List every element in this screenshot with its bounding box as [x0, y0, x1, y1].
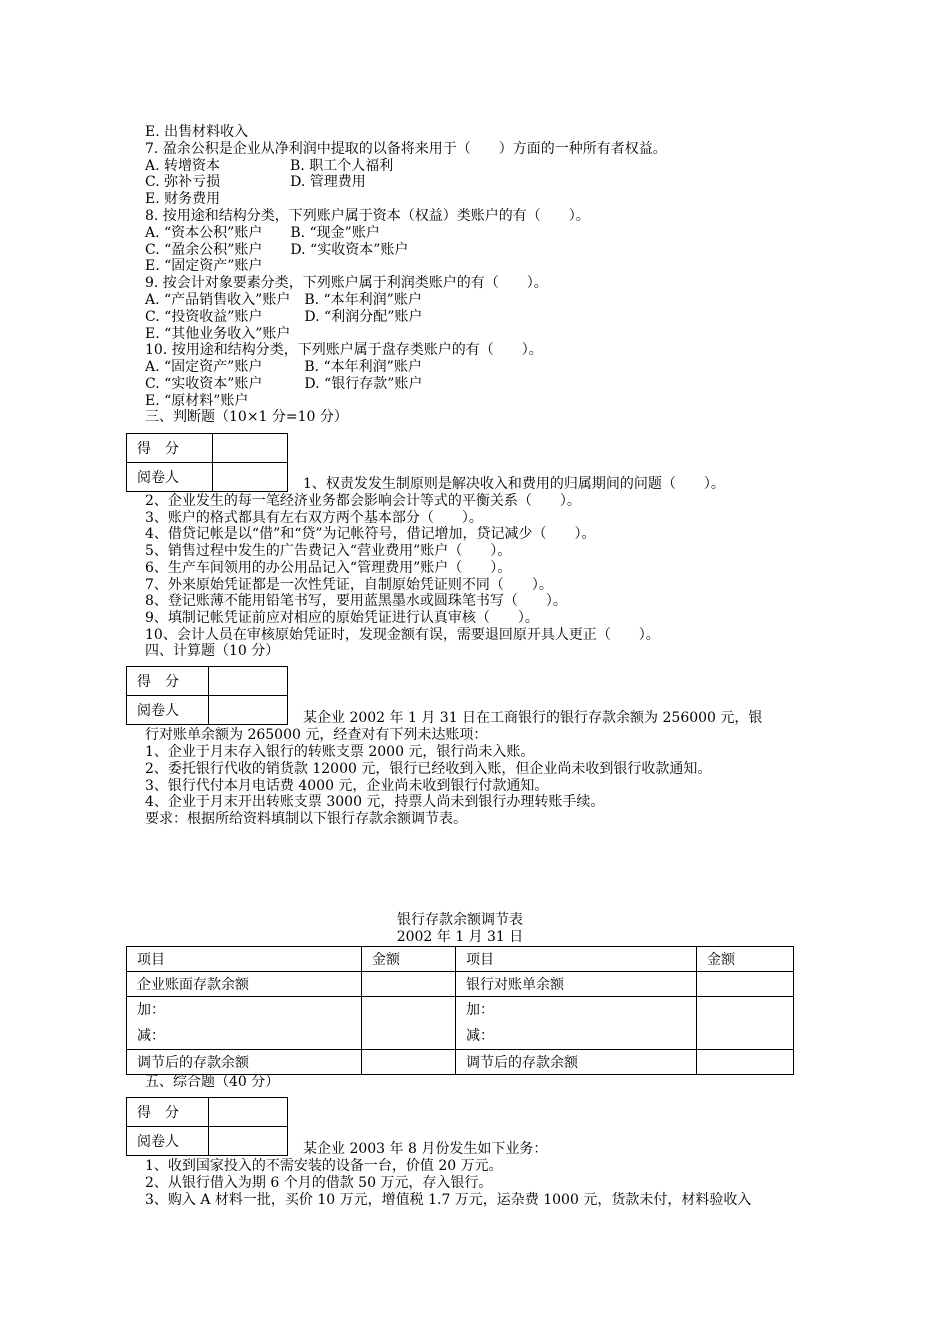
question-line: 10. 按用途和结构分类，下列账户属于盘存类账户的有（ ）。	[145, 342, 543, 359]
table-row	[127, 1050, 794, 1075]
right-adjust-cell	[456, 997, 697, 1050]
left-adjust-amount[interactable]	[362, 997, 456, 1050]
calculation-item: 2、委托银行代收的销货款 12000 元，银行已经收到入账，但企业尚未收到银行收款通知。	[145, 760, 712, 777]
judgment-item: 9、填制记帐凭证前应对相应的原始凭证进行认真审核（ ）。	[145, 609, 539, 626]
recon-date: 2002 年 1 月 31 日	[396, 929, 524, 945]
grade-box-section4	[126, 666, 288, 725]
question-line: 7. 盈余公积是企业从净利润中提取的以备将来用于（ ）方面的一种所有者权益。	[145, 140, 667, 157]
bank-statement-label: 银行对账单余额	[456, 972, 697, 997]
grader-cell[interactable]	[209, 1127, 288, 1156]
judgment-item-1: 1、权责发发生制原则是解决收入和费用的归属期间的问题（ ）。	[303, 476, 725, 492]
book-balance-label: 企业账面存款余额	[127, 972, 362, 997]
calculation-item: 3、银行代付本月电话费 4000 元，企业尚未收到银行付款通知。	[145, 777, 549, 794]
question-line: C. “投资收益”账户 D. “利润分配”账户	[145, 308, 423, 325]
score-cell[interactable]	[209, 1098, 288, 1127]
judgment-item: 3、账户的格式都具有左右双方两个基本部分（ ）。	[145, 509, 483, 526]
table-row	[127, 972, 794, 997]
judgment-item: 5、销售过程中发生的广告费记入“营业费用”账户（ ）。	[145, 543, 512, 560]
judgment-item: 7、外来原始凭证都是一次性凭证，自制原始凭证则不同（ ）。	[145, 576, 553, 593]
section5-title: 五、综合题（40 分）	[145, 1074, 280, 1090]
judgment-item: 8、登记账薄不能用铅笔书写，要用蓝黑墨水或圆珠笔书写（ ）。	[145, 593, 567, 610]
question-line: C. 弥补亏损 D. 管理费用	[145, 174, 366, 191]
grader-label: 阅卷人	[127, 696, 209, 725]
reconciliation-table	[126, 946, 794, 1075]
grader-cell[interactable]	[213, 463, 288, 492]
question-line: E. 出售材料收入	[145, 124, 249, 140]
section3-title: 三、判断题（10×1 分=10 分）	[145, 409, 348, 425]
question-line: 8. 按用途和结构分类，下列账户属于资本（权益）类账户的有（ ）。	[145, 208, 590, 224]
calculation-item: 1、企业于月末存入银行的转账支票 2000 元，银行尚未入账。	[145, 744, 535, 760]
question-line: E. “固定资产”账户	[145, 258, 263, 275]
bank-statement-amount[interactable]	[697, 972, 794, 997]
subtract-label: 减：	[137, 1028, 165, 1044]
adjusted-balance-left-amount[interactable]	[362, 1050, 456, 1075]
judgment-item: 2、企业发生的每一笔经济业务都会影响会计等式的平衡关系（ ）。	[145, 493, 581, 509]
book-balance-amount[interactable]	[362, 972, 456, 997]
header-item-left: 项目	[127, 947, 362, 972]
recon-title: 银行存款余额调节表	[397, 912, 523, 928]
question-line: E. “其他业务收入”账户	[145, 325, 291, 342]
score-label: 得 分	[127, 667, 209, 696]
add-label: 加：	[137, 1002, 165, 1018]
question-line: A. “资本公积”账户 B. “现金”账户	[145, 224, 380, 241]
section4-intro-line1: 某企业 2002 年 1 月 31 日在工商银行的银行存款余额为 256000 元，银	[303, 710, 763, 726]
question-line: C. “盈余公积”账户 D. “实收资本”账户	[145, 241, 409, 258]
header-amount-right: 金额	[697, 947, 794, 972]
header-item-right: 项目	[456, 947, 697, 972]
business-item: 3、购入 A 材料一批，买价 10 万元，增值税 1.7 万元，运杂费 1000 元，货款未付，材料验收入	[145, 1191, 752, 1208]
calculation-item: 4、企业于月末开出转账支票 3000 元，持票人尚未到银行办理转账手续。	[145, 794, 605, 811]
add-label: 加：	[466, 1002, 494, 1018]
business-item: 2、从银行借入为期 6 个月的借款 50 万元，存入银行。	[145, 1174, 493, 1191]
score-cell[interactable]	[213, 434, 288, 463]
score-label: 得 分	[127, 1098, 209, 1127]
grader-label: 阅卷人	[127, 463, 213, 492]
score-cell[interactable]	[209, 667, 288, 696]
question-line: E. “原材料”账户	[145, 392, 249, 409]
adjusted-balance-right-amount[interactable]	[697, 1050, 794, 1075]
adjusted-balance-left-label: 调节后的存款余额	[127, 1050, 362, 1075]
judgment-item: 10、会计人员在审核原始凭证时，发现金额有误，需要退回原开具人更正（ ）。	[145, 626, 660, 643]
header-amount-left: 金额	[362, 947, 456, 972]
left-adjust-cell	[127, 997, 362, 1050]
question-line: A. “产品销售收入”账户 B. “本年利润”账户	[145, 292, 422, 308]
section4-title: 四、计算题（10 分）	[145, 643, 280, 659]
grader-label: 阅卷人	[127, 1127, 209, 1156]
grade-box-section3	[126, 433, 288, 492]
score-label: 得 分	[127, 434, 213, 463]
table-row	[127, 947, 794, 972]
grader-cell[interactable]	[209, 696, 288, 725]
section4-intro-line2: 行对账单余额为 265000 元，经查对有下列未达账项：	[145, 727, 488, 743]
question-line: E. 财务费用	[145, 191, 221, 208]
section5-intro: 某企业 2003 年 8 月份发生如下业务：	[303, 1141, 548, 1157]
subtract-label: 减：	[466, 1028, 494, 1044]
grade-box-section5	[126, 1097, 288, 1156]
question-line: A. 转增资本 B. 职工个人福利	[145, 157, 394, 174]
question-line: 9. 按会计对象要素分类，下列账户属于利润类账户的有（ ）。	[145, 275, 548, 292]
question-line: C. “实收资本”账户 D. “银行存款”账户	[145, 376, 423, 392]
question-line: A. “固定资产”账户 B. “本年利润”账户	[145, 359, 422, 376]
judgment-item: 6、生产车间领用的办公用品记入“管理费用”账户（ ）。	[145, 559, 512, 576]
table-row	[127, 997, 794, 1050]
section4-requirement: 要求：根据所给资料填制以下银行存款余额调节表。	[145, 811, 467, 827]
right-adjust-amount[interactable]	[697, 997, 794, 1050]
business-item: 1、收到国家投入的不需安装的设备一台，价值 20 万元。	[145, 1158, 503, 1174]
adjusted-balance-right-label: 调节后的存款余额	[456, 1050, 697, 1075]
judgment-item: 4、借贷记帐是以“借”和“贷”为记帐符号，借记增加，贷记减少（ ）。	[145, 526, 596, 543]
